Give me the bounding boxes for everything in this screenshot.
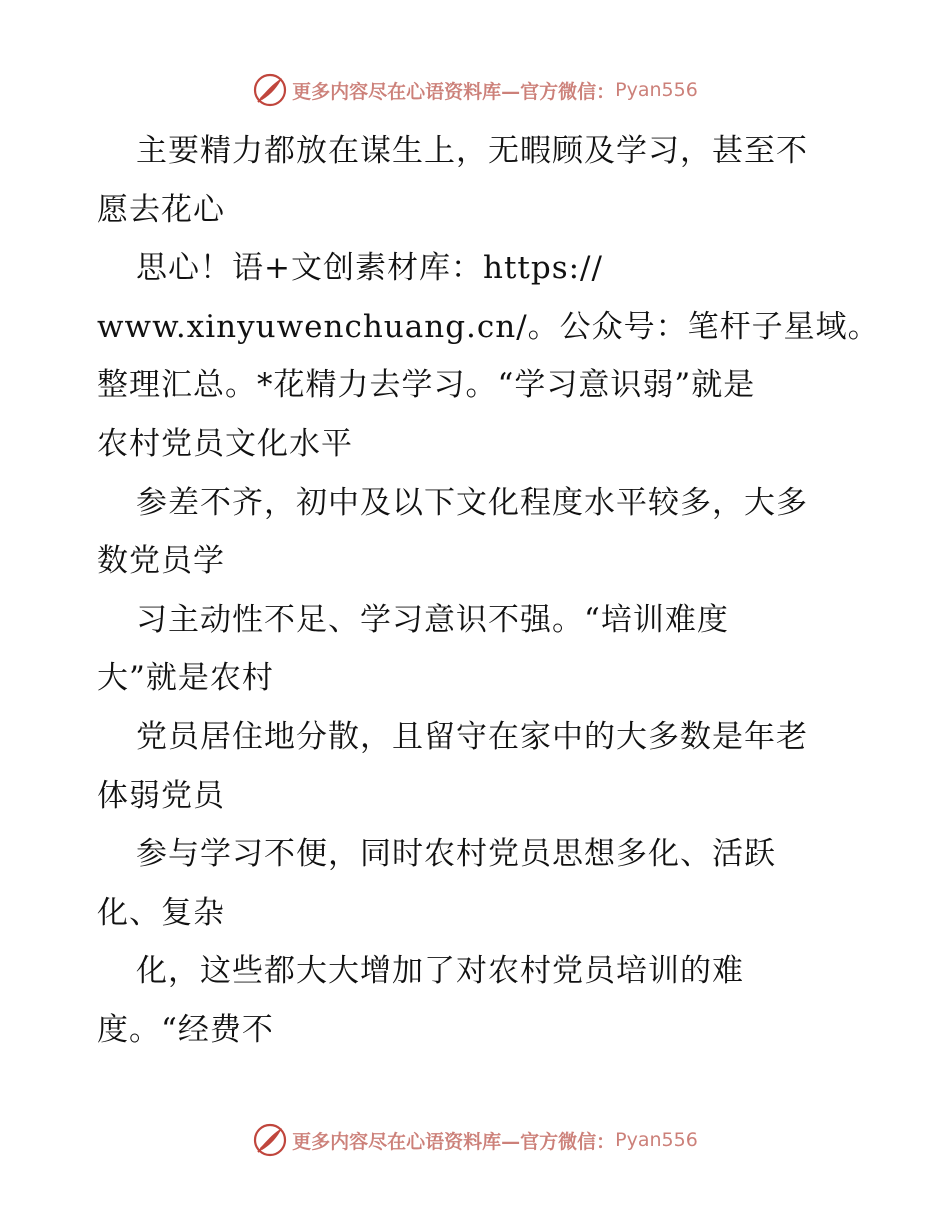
header-brand-text: 更多内容尽在心语资料库—官方微信： xyxy=(292,80,616,103)
text-line: 农村党员文化水平 xyxy=(97,425,353,462)
text-line: 化，这些都大大增加了对农村党员培训的难 xyxy=(136,953,744,990)
quill-logo-icon xyxy=(252,72,288,108)
text-line: 度。“经费不 xyxy=(97,1011,274,1048)
text-line: 参与学习不便，同时农村党员思想多化、活跃 xyxy=(136,836,776,873)
text-line: 化、复杂 xyxy=(97,894,225,931)
header-wechat-id: Pyan556 xyxy=(615,79,698,101)
header-banner xyxy=(0,70,950,110)
document-body xyxy=(97,122,880,1060)
text-line: 习主动性不足、学习意识不强。“培训难度 xyxy=(136,601,729,638)
footer-brand-text: 更多内容尽在心语资料库—官方微信： xyxy=(292,1130,616,1153)
text-line: 数党员学 xyxy=(97,543,225,580)
text-line: 大”就是农村 xyxy=(97,660,274,697)
text-line: 体弱党员 xyxy=(97,777,225,814)
footer-banner xyxy=(0,1120,950,1160)
text-line: www.xinyuwenchuang.cn/。公众号：笔杆子星域。 xyxy=(97,308,880,345)
text-line: 思心！语+文创素材库：https:// xyxy=(136,250,603,287)
text-line: 整理汇总。*花精力去学习。“学习意识弱”就是 xyxy=(97,367,756,404)
footer-wechat-id: Pyan556 xyxy=(615,1129,698,1151)
text-line: 主要精力都放在谋生上，无暇顾及学习，甚至不 xyxy=(136,133,808,169)
text-line: 愿去花心 xyxy=(97,191,225,228)
quill-logo-icon xyxy=(252,1122,288,1158)
text-line: 参差不齐，初中及以下文化程度水平较多，大多 xyxy=(136,484,808,521)
text-line: 党员居住地分散，且留守在家中的大多数是年老 xyxy=(136,718,808,755)
